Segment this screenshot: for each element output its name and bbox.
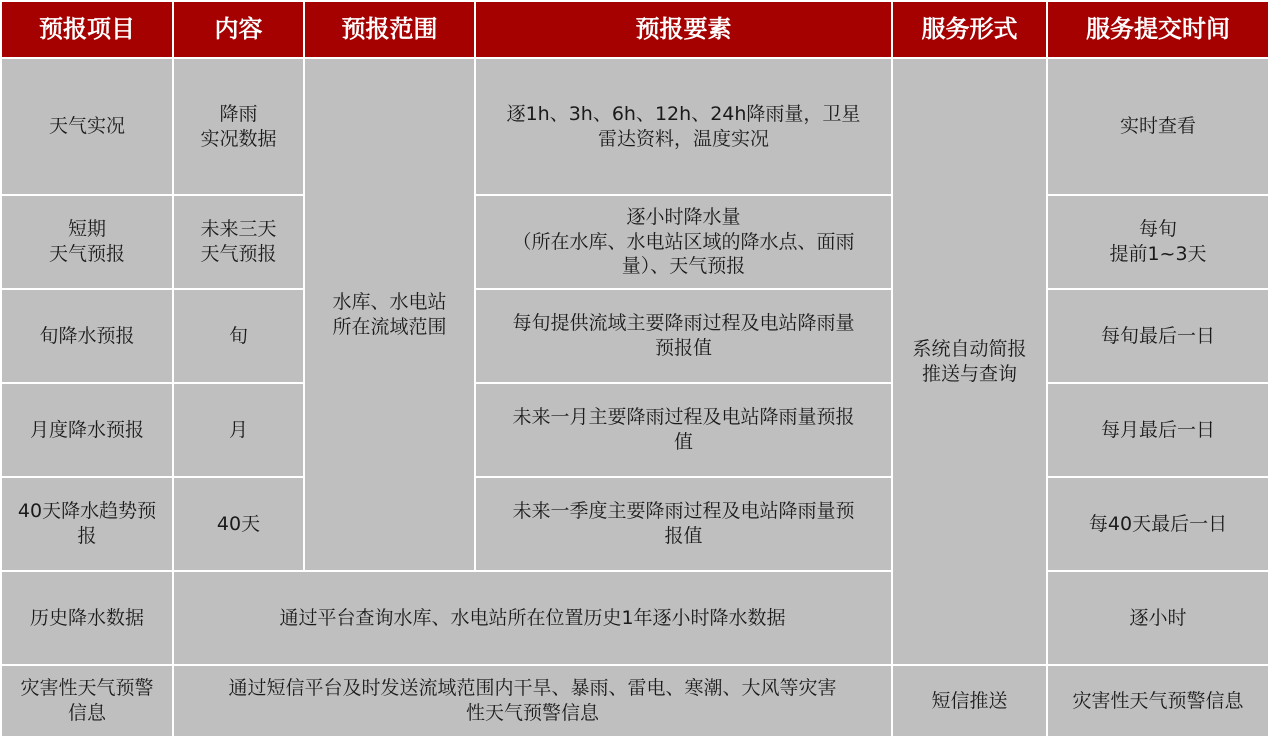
cell-content: 旬 (173, 289, 304, 383)
cell-time: 逐小时 (1047, 571, 1268, 665)
cell-item: 灾害性天气预警 信息 (1, 665, 173, 737)
cell-content: 降雨 实况数据 (173, 58, 304, 195)
cell-time: 每40天最后一日 (1047, 477, 1268, 571)
cell-time: 每月最后一日 (1047, 383, 1268, 477)
header-submit-time: 服务提交时间 (1047, 1, 1268, 58)
cell-time: 每旬最后一日 (1047, 289, 1268, 383)
cell-time: 实时查看 (1047, 58, 1268, 195)
table-row (1, 383, 1268, 477)
cell-elements: 逐1h、3h、6h、12h、24h降雨量，卫星 雷达资料，温度实况 (475, 58, 892, 195)
cell-content: 月 (173, 383, 304, 477)
cell-elements: 逐小时降水量 （所在水库、水电站区域的降水点、面雨 量）、天气预报 (475, 195, 892, 289)
cell-service: 短信推送 (892, 665, 1047, 737)
cell-item: 40天降水趋势预 报 (1, 477, 173, 571)
table-row (1, 195, 1268, 289)
cell-time: 灾害性天气预警信息 (1047, 665, 1268, 737)
cell-item: 天气实况 (1, 58, 173, 195)
cell-service-shared: 系统自动简报 推送与查询 (892, 58, 1047, 665)
cell-elements: 每旬提供流域主要降雨过程及电站降雨量 预报值 (475, 289, 892, 383)
cell-merged-description: 通过平台查询水库、水电站所在位置历史1年逐小时降水数据 (173, 571, 892, 665)
cell-time: 每旬 提前1~3天 (1047, 195, 1268, 289)
cell-range-shared: 水库、水电站 所在流域范围 (304, 58, 475, 571)
header-forecast-range: 预报范围 (304, 1, 475, 58)
header-row (1, 1, 1268, 58)
cell-merged-description: 通过短信平台及时发送流域范围内干旱、暴雨、雷电、寒潮、大风等灾害 性天气预警信息 (173, 665, 892, 737)
cell-content: 40天 (173, 477, 304, 571)
table-row (1, 571, 1268, 665)
header-forecast-item: 预报项目 (1, 1, 173, 58)
table-row (1, 58, 1268, 195)
table-row (1, 477, 1268, 571)
cell-item: 旬降水预报 (1, 289, 173, 383)
table-row (1, 289, 1268, 383)
table-row (1, 665, 1268, 737)
cell-elements: 未来一月主要降雨过程及电站降雨量预报 值 (475, 383, 892, 477)
cell-item: 短期 天气预报 (1, 195, 173, 289)
cell-elements: 未来一季度主要降雨过程及电站降雨量预 报值 (475, 477, 892, 571)
header-content: 内容 (173, 1, 304, 58)
header-forecast-elements: 预报要素 (475, 1, 892, 58)
cell-item: 历史降水数据 (1, 571, 173, 665)
cell-content: 未来三天 天气预报 (173, 195, 304, 289)
cell-item: 月度降水预报 (1, 383, 173, 477)
header-service-form: 服务形式 (892, 1, 1047, 58)
